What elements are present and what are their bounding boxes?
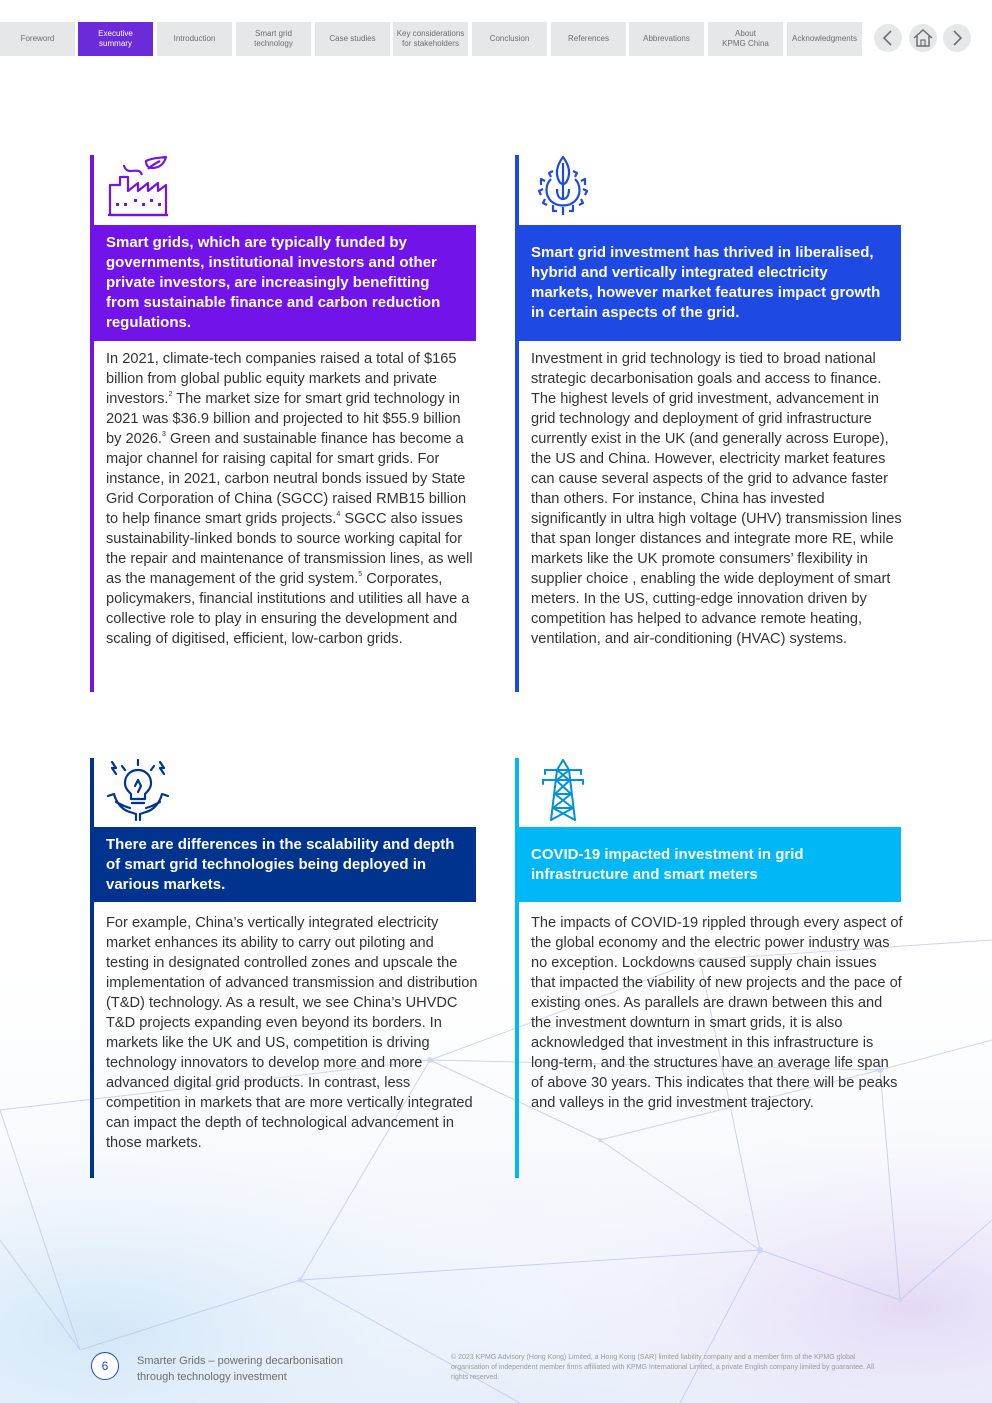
nav-tab-conclusion[interactable]: Conclusion [472, 22, 547, 56]
body-text: In 2021, climate-tech companies raised a total of $165 billion from global public equity markets and private investors. [106, 351, 457, 407]
block-heading: COVID-19 impacted investment in grid infrastructure and smart meters [519, 827, 901, 902]
nav-tab-case-studies[interactable]: Case studies [315, 22, 390, 56]
previous-page-button[interactable] [874, 24, 902, 52]
nav-tab-abbreviations[interactable]: Abbrevations [629, 22, 704, 56]
footnote-ref[interactable]: 5 [358, 571, 363, 578]
nav-tab-acknowledgments[interactable]: Acknowledgments [787, 22, 862, 56]
home-button[interactable] [909, 24, 937, 52]
body-text: Corporates, policymakers, financial institutions and utilities all have a collective role to play in ensuring the development and scaling of digitised, efficient, low-carbon grids. [106, 571, 470, 647]
top-navigation [0, 22, 992, 56]
chevron-right-icon [950, 30, 964, 46]
block-scalability [90, 758, 478, 1178]
copyright-notice: © 2023 KPMG Advisory (Hong Kong) Limited, a Hong Kong (SAR) limited liability company and a member firm of the KPMG global organisation of independent member firms affiliated with KPMG International Limited, a private English company limited by guarantee. All rights reserved. [451, 1354, 875, 1381]
accent-bar [515, 758, 519, 1178]
page-number: 6 [91, 1352, 119, 1380]
block-body: Investment in grid technology is tied to broad national strategic decarbonisation goals and access to finance. The highest levels of grid investment, advancement in grid technology and deployment of grid infrastructure currently exist in the UK (and generally across Europe), the US and China. However, electricity market features can cause several aspects of the grid to advance faster than others. For instance, China has invested significantly in ultra high voltage (UHV) transmission lines that span longer distances and integrate more RE, while markets like the UK promote consumers’ flexibility in supplier choice , enabling the wide deployment of smart meters. In the US, cutting-edge innovation driven by competition has helped to advance remote heating, ventilation, and air-conditioning (HVAC) systems. [531, 351, 902, 647]
home-icon [913, 29, 933, 47]
block-heading: There are differences in the scalability and depth of smart grid technologies being deployed in various markets. [94, 827, 476, 902]
body-text: The market size for smart grid technology in 2021 was $36.9 billion and projected to hit $55.9 billion by 2026. [106, 391, 461, 447]
transmission-tower-icon [531, 758, 595, 822]
nav-tab-key-considerations[interactable]: Key considerations for stakeholders [393, 22, 468, 56]
document-title: Smarter Grids – powering decarbonisation through technology investment [137, 1355, 344, 1383]
nav-tab-about-kpmg-china[interactable]: About KPMG China [708, 22, 783, 56]
footnote-ref[interactable]: 3 [162, 431, 166, 438]
block-heading: Smart grids, which are typically funded by governments, institutional investors and other private investors, are increasingly benefitting from sustainable finance and carbon reduction regulations. [94, 225, 476, 341]
block-body: The impacts of COVID-19 rippled through every aspect of the global economy and the electric power industry was no exception. Lockdowns caused supply chain issues that impacted the viability of new projects and the pace of existing ones. As parallels are drawn between this and the investment downturn in smart grids, it is also acknowledged that investment in this infrastructure is long-term, and the structures have an average life span of above 30 years. This indicates that there will be peaks and valleys in the grid investment trajectory. [531, 915, 903, 1111]
body-text: Green and sustainable finance has become a major channel for raising capital for smart grids. For instance, in 2021, carbon neutral bonds issued by State Grid Corporation of China (SGCC) raised RMB15 billion to help finance smart grids projects. [106, 431, 467, 527]
footnote-ref[interactable]: 4 [336, 511, 341, 518]
accent-bar [90, 758, 94, 1178]
block-body: For example, China’s vertically integrated electricity market enhances its ability to carry out piloting and testing in designated controlled zones and upscale the implementation of advanced transmission and distribution (T&D) technology. As a result, we see China’s UHVDC T&D projects expanding even beyond its borders. In markets like the UK and US, competition is driving technology innovators to develop more and more advanced digital grid products. In contrast, less competition in markets that are more vertically integrated can impact the depth of technological advancement in those markets. [106, 915, 478, 1151]
lightbulb-hands-icon [106, 758, 170, 822]
factory-leaf-icon [106, 155, 170, 219]
block-body [106, 349, 478, 649]
body-text: SGCC also issues sustainability-linked bonds to source working capital for the repair and maintenance of transmission lines, as well as the management of the grid system. [106, 511, 473, 587]
nav-tab-smart-grid-technology[interactable]: Smart grid technology [236, 22, 311, 56]
gear-leaf-icon [531, 155, 595, 219]
next-page-button[interactable] [943, 24, 971, 52]
block-sustainable-finance [90, 155, 478, 692]
block-market-investment [515, 155, 903, 692]
chevron-left-icon [881, 30, 895, 46]
block-covid-impact [515, 758, 903, 1178]
nav-tab-references[interactable]: References [551, 22, 626, 56]
block-heading: Smart grid investment has thrived in liberalised, hybrid and vertically integrated electricity markets, however market features impact growth in certain aspects of the grid. [519, 225, 901, 341]
nav-tab-executive-summary[interactable]: Executive summary [78, 22, 153, 56]
footnote-ref[interactable]: 2 [168, 391, 173, 398]
nav-tab-introduction[interactable]: Introduction [157, 22, 232, 56]
nav-tab-foreword[interactable]: Foreword [0, 22, 75, 56]
